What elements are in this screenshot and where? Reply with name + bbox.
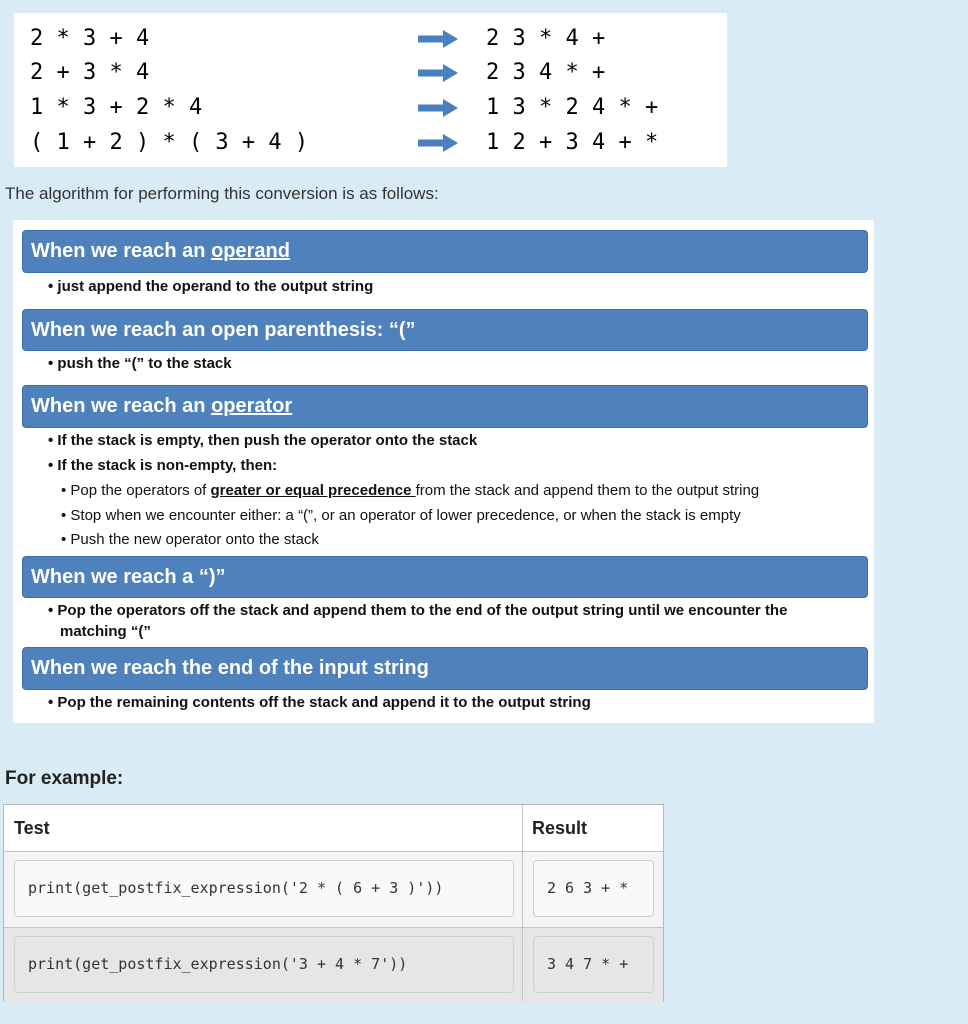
end-of-input-bullet: • Pop the remaining contents off the stack and append it to the output string	[48, 694, 591, 711]
result-output: 2 6 3 + *	[533, 860, 654, 917]
right-arrow-icon	[418, 64, 458, 82]
right-arrow-icon	[418, 134, 458, 152]
expression-row	[14, 126, 727, 160]
table-row	[4, 928, 663, 1003]
close-paren-heading: When we reach a “)”	[22, 556, 868, 598]
column-divider	[522, 805, 523, 1001]
close-paren-bullet-continuation: matching “(”	[60, 623, 151, 640]
example-table	[3, 804, 664, 1002]
operator-bullet-empty: • If the stack is empty, then push the operator onto the stack	[48, 432, 478, 449]
open-paren-heading: When we reach an open parenthesis: “(”	[22, 309, 868, 351]
test-code: print(get_postfix_expression('3 + 4 * 7'))	[14, 936, 514, 993]
operand-heading	[22, 230, 868, 273]
column-header-result: Result	[532, 818, 588, 838]
column-header-test: Test	[14, 818, 50, 838]
heading-underlined-text: operand	[211, 240, 290, 262]
heading-underlined-text: operator	[211, 395, 293, 417]
open-paren-bullet: • push the “(” to the stack	[48, 355, 232, 372]
expression-row	[14, 22, 727, 56]
sub-bullet-text: from the stack and append them to the output string	[415, 482, 760, 499]
example-label: For example:	[5, 768, 124, 789]
expression-examples-panel	[14, 13, 727, 167]
infix-expression: 2 + 3 * 4	[30, 60, 150, 85]
sub-bullet-underlined-text: greater or equal precedence	[210, 482, 416, 499]
heading-text: When we reach an	[31, 395, 212, 417]
operator-sub-bullet-stop: • Stop when we encounter either: a “(”, or an operator of lower precedence, or when the stack is empty	[61, 507, 741, 524]
postfix-expression: 1 2 + 3 4 + *	[486, 130, 659, 155]
table-header	[4, 805, 663, 852]
algorithm-panel	[13, 220, 874, 723]
infix-expression: 1 * 3 + 2 * 4	[30, 95, 203, 120]
test-code: print(get_postfix_expression('2 * ( 6 + 3 )'))	[14, 860, 514, 917]
operator-heading	[22, 385, 868, 428]
expression-row	[14, 91, 727, 125]
right-arrow-icon	[418, 99, 458, 117]
result-output: 3 4 7 * +	[533, 936, 654, 993]
end-of-input-heading: When we reach the end of the input string	[22, 647, 868, 690]
postfix-expression: 1 3 * 2 4 * +	[486, 95, 659, 120]
operator-sub-bullet-push: • Push the new operator onto the stack	[61, 531, 319, 548]
infix-expression: 2 * 3 + 4	[30, 26, 150, 51]
close-paren-bullet: • Pop the operators off the stack and append them to the end of the output string until we encounter the	[48, 602, 788, 619]
right-arrow-icon	[418, 30, 458, 48]
infix-expression: ( 1 + 2 ) * ( 3 + 4 )	[30, 130, 309, 155]
expression-row	[14, 56, 727, 90]
operator-bullet-nonempty: • If the stack is non-empty, then:	[48, 457, 278, 474]
sub-bullet-text: • Pop the operators of	[61, 482, 211, 499]
operand-bullet: • just append the operand to the output string	[48, 278, 374, 295]
postfix-expression: 2 3 * 4 +	[486, 26, 606, 51]
operator-sub-bullet-pop	[61, 481, 759, 501]
table-row	[4, 852, 663, 927]
postfix-expression: 2 3 4 * +	[486, 60, 606, 85]
heading-text: When we reach an	[31, 240, 212, 262]
intro-text: The algorithm for performing this conversion is as follows:	[5, 184, 439, 203]
